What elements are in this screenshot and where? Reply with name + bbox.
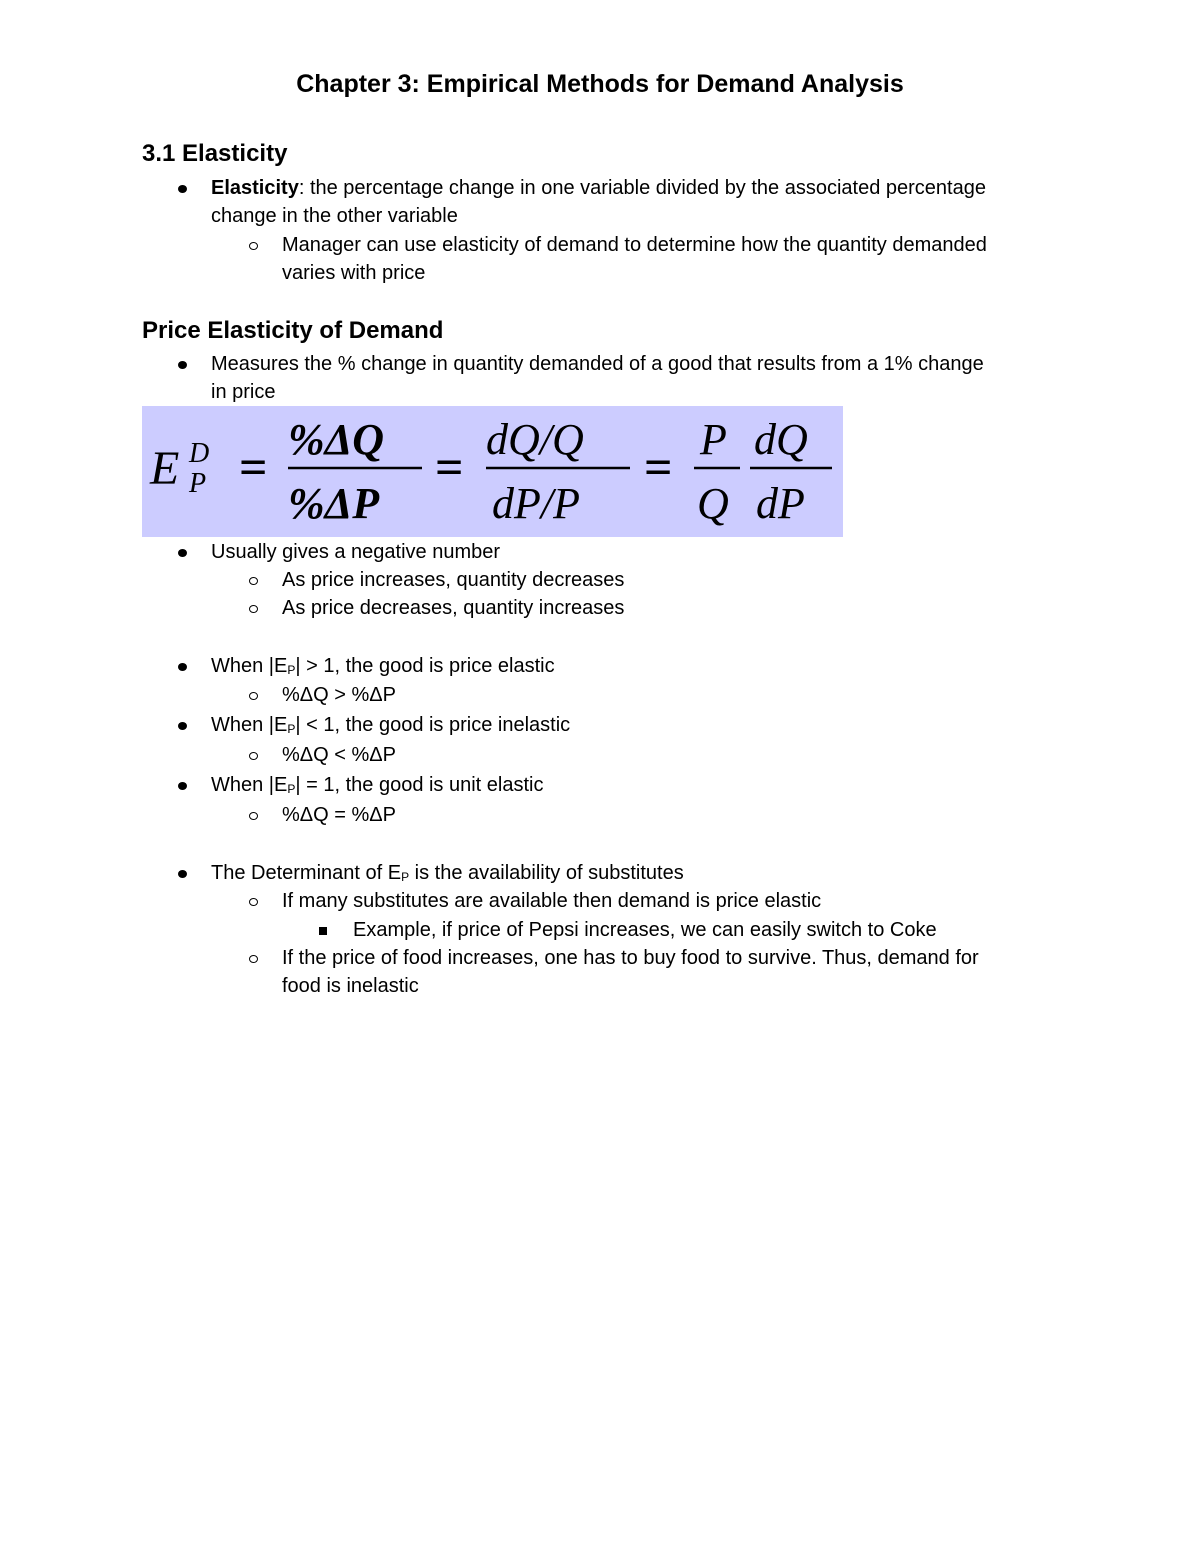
- bullet-icon: [178, 771, 187, 799]
- measure-text-cont: in price: [211, 381, 276, 403]
- inelastic-relation: %ΔQ < %ΔP: [282, 744, 396, 766]
- manager-note-cont: varies with price: [282, 262, 426, 284]
- square-bullet-icon: [319, 916, 327, 944]
- elasticity-definition: Elasticity: the percentage change in one variable divided by the associated percentage: [211, 177, 986, 199]
- substitutes-text: If many substitutes are available then demand is price elastic: [282, 890, 822, 912]
- term-elasticity: Elasticity: [211, 177, 299, 199]
- section-heading-price-elasticity: Price Elasticity of Demand: [142, 317, 444, 344]
- circle-bullet-icon: [249, 594, 258, 622]
- price-decrease-text: As price decreases, quantity increases: [282, 597, 625, 619]
- formula-lhs-base: E: [150, 442, 180, 495]
- circle-bullet-icon: [249, 887, 258, 915]
- formula-svg: [142, 406, 843, 537]
- price-increase-text: As price increases, quantity decreases: [282, 569, 625, 591]
- food-example-text-cont: food is inelastic: [282, 975, 419, 997]
- measure-text: Measures the % change in quantity demanded of a good that results from a 1% change: [211, 353, 984, 375]
- formula-f4-den: dP: [756, 479, 805, 528]
- formula-f3-den: Q: [697, 479, 729, 528]
- circle-bullet-icon: [249, 741, 258, 769]
- elasticity-formula: [142, 406, 843, 537]
- formula-f2-den: dP/P: [492, 479, 580, 528]
- negative-number-text: Usually gives a negative number: [211, 541, 501, 563]
- manager-note: Manager can use elasticity of demand to determine how the quantity demanded: [282, 234, 987, 256]
- bullet-icon: [178, 652, 187, 680]
- formula-f2-num: dQ/Q: [486, 415, 584, 464]
- formula-equals-2: =: [435, 439, 464, 495]
- circle-bullet-icon: [249, 231, 258, 259]
- circle-bullet-icon: [249, 944, 258, 972]
- pepsi-example-text: Example, if price of Pepsi increases, we can easily switch to Coke: [353, 919, 937, 941]
- elastic-condition: When |EP| > 1, the good is price elastic: [211, 655, 555, 677]
- elasticity-definition-cont: change in the other variable: [211, 205, 458, 227]
- formula-equals-3: =: [644, 439, 673, 495]
- section-heading-elasticity: 3.1 Elasticity: [142, 140, 288, 167]
- circle-bullet-icon: [249, 681, 258, 709]
- bullet-icon: [178, 174, 187, 202]
- bullet-icon: [178, 350, 187, 378]
- formula-f1-den: %ΔP: [288, 479, 380, 528]
- formula-lhs-sub: P: [189, 468, 207, 499]
- unit-elastic-condition: When |EP| = 1, the good is unit elastic: [211, 774, 544, 796]
- inelastic-condition: When |EP| < 1, the good is price inelastic: [211, 714, 571, 736]
- unit-elastic-relation: %ΔQ = %ΔP: [282, 804, 396, 826]
- formula-equals-1: =: [239, 439, 268, 495]
- circle-bullet-icon: [249, 566, 258, 594]
- bullet-icon: [178, 538, 187, 566]
- elastic-relation: %ΔQ > %ΔP: [282, 684, 396, 706]
- formula-f3-num: P: [700, 415, 727, 464]
- formula-lhs-sup: D: [189, 438, 210, 469]
- formula-f1-num: %ΔQ: [288, 415, 385, 464]
- formula-f4-num: dQ: [754, 415, 808, 464]
- determinant-text: The Determinant of EP is the availability of substitutes: [211, 862, 684, 884]
- bullet-icon: [178, 711, 187, 739]
- food-example-text: If the price of food increases, one has to buy food to survive. Thus, demand for: [282, 947, 979, 969]
- circle-bullet-icon: [249, 801, 258, 829]
- page-title: Chapter 3: Empirical Methods for Demand Analysis: [296, 70, 904, 98]
- bullet-icon: [178, 859, 187, 887]
